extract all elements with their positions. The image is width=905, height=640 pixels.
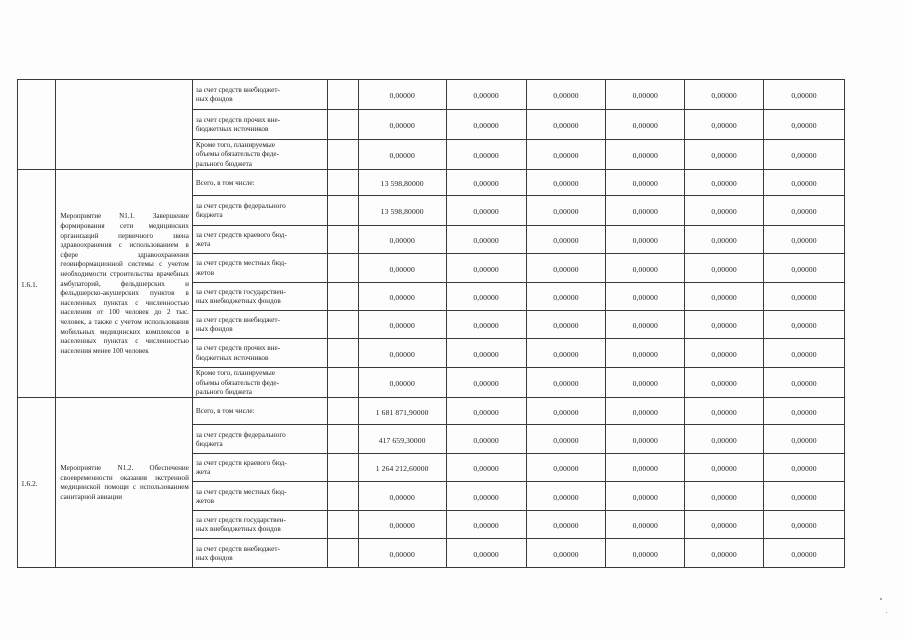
empty-cell (328, 226, 358, 254)
amount-cell: 0,00000 (606, 398, 685, 425)
amount-cell: 417 659,30000 (358, 425, 446, 454)
amount-cell: 0,00000 (685, 454, 764, 482)
amount-cell: 0,00000 (685, 254, 764, 283)
amount-cell: 13 598,80000 (358, 196, 446, 226)
measure-description: Мероприятие N1.1. Завершение формирования сети медицинских организаций первичного звена здравоохранения с использованием в сфере здравоохранения геоинформационной системы с учетом необходимости строительства врачебных амбулаторий, фельдшерских и фельдшерско-акушерских пунктов в населенных пунктах с численностью населения от 100 человек до 2 тыс. человек, а также с учетом использования мобильных медицинских комплексов в населенных пунктах с численностью населения менее 100 человек (56, 170, 192, 398)
funding-source-cell: за счет средств внебюджет- ных фондов (192, 539, 327, 568)
funding-source-cell: за счет средств краевого бюд- жета (192, 454, 327, 482)
amount-cell: 0,00000 (446, 539, 526, 568)
amount-cell: 0,00000 (446, 196, 526, 226)
amount-cell: 0,00000 (358, 283, 446, 311)
amount-cell: 0,00000 (446, 170, 526, 196)
amount-cell: 0,00000 (446, 454, 526, 482)
amount-cell: 0,00000 (446, 398, 526, 425)
funding-source-cell: за счет средств государствен- ных внебюджетных фондов (192, 511, 327, 539)
amount-cell: 0,00000 (606, 454, 685, 482)
amount-cell: 0,00000 (764, 511, 845, 539)
amount-cell: 0,00000 (685, 311, 764, 339)
amount-cell: 0,00000 (526, 196, 606, 226)
amount-cell: 0,00000 (526, 226, 606, 254)
amount-cell: 0,00000 (446, 110, 526, 140)
funding-source-cell: за счет средств местных бюд- жетов (192, 482, 327, 511)
amount-cell: 0,00000 (606, 226, 685, 254)
amount-cell: 0,00000 (606, 539, 685, 568)
empty-cell (328, 511, 358, 539)
empty-cell (328, 482, 358, 511)
amount-cell: 0,00000 (685, 368, 764, 398)
amount-cell: 0,00000 (526, 539, 606, 568)
amount-cell: 0,00000 (446, 511, 526, 539)
amount-cell: 0,00000 (685, 170, 764, 196)
funding-source-cell: за счет средств прочих вне- бюджетных источников (192, 110, 327, 140)
amount-cell: 0,00000 (606, 254, 685, 283)
table-row (18, 398, 845, 425)
funding-source-cell: за счет средств прочих вне- бюджетных источников (192, 339, 327, 368)
amount-cell: 0,00000 (764, 539, 845, 568)
amount-cell: 0,00000 (358, 482, 446, 511)
funding-source-cell: за счет средств федерального бюджета (192, 196, 327, 226)
amount-cell: 0,00000 (764, 283, 845, 311)
measure-number: 1.6.1. (18, 170, 56, 398)
scan-speck (880, 598, 882, 600)
amount-cell: 0,00000 (526, 283, 606, 311)
amount-cell: 0,00000 (526, 110, 606, 140)
amount-cell: 0,00000 (606, 170, 685, 196)
amount-cell: 0,00000 (446, 339, 526, 368)
amount-cell: 0,00000 (685, 283, 764, 311)
amount-cell: 0,00000 (764, 80, 845, 110)
empty-cell (328, 339, 358, 368)
empty-cell (328, 140, 358, 170)
table-row (18, 170, 845, 196)
amount-cell: 0,00000 (764, 254, 845, 283)
empty-cell (328, 283, 358, 311)
scan-speck (886, 612, 887, 613)
funding-source-cell: за счет средств внебюджет- ных фондов (192, 80, 327, 110)
amount-cell: 0,00000 (526, 339, 606, 368)
empty-cell (328, 110, 358, 140)
amount-cell: 0,00000 (764, 170, 845, 196)
amount-cell: 0,00000 (526, 482, 606, 511)
budget-table (17, 79, 845, 568)
amount-cell: 0,00000 (606, 511, 685, 539)
amount-cell: 0,00000 (526, 80, 606, 110)
funding-source-cell: за счет средств краевого бюд- жета (192, 226, 327, 254)
amount-cell: 0,00000 (526, 140, 606, 170)
amount-cell: 0,00000 (764, 339, 845, 368)
amount-cell: 1 681 871,90000 (358, 398, 446, 425)
empty-cell (328, 425, 358, 454)
amount-cell: 0,00000 (685, 482, 764, 511)
table-row (18, 80, 845, 110)
empty-cell (328, 368, 358, 398)
amount-cell: 0,00000 (358, 311, 446, 339)
empty-cell (328, 170, 358, 196)
row-number-cell (18, 80, 56, 170)
amount-cell: 0,00000 (526, 311, 606, 339)
amount-cell: 0,00000 (685, 110, 764, 140)
funding-source-cell: Всего, в том числе: (192, 170, 327, 196)
amount-cell: 0,00000 (685, 140, 764, 170)
amount-cell: 0,00000 (764, 140, 845, 170)
funding-source-cell: Кроме того, планируемые объемы обязательств феде- рального бюджета (192, 140, 327, 170)
amount-cell: 0,00000 (606, 339, 685, 368)
empty-cell (328, 196, 358, 226)
amount-cell: 0,00000 (446, 254, 526, 283)
funding-source-cell: Всего, в том числе: (192, 398, 327, 425)
amount-cell: 0,00000 (606, 140, 685, 170)
budget-table-body (18, 80, 845, 568)
amount-cell: 0,00000 (446, 80, 526, 110)
funding-source-cell: за счет средств местных бюд- жетов (192, 254, 327, 283)
amount-cell: 0,00000 (606, 311, 685, 339)
amount-cell: 0,00000 (526, 398, 606, 425)
amount-cell: 0,00000 (358, 511, 446, 539)
amount-cell: 0,00000 (606, 196, 685, 226)
amount-cell: 0,00000 (685, 425, 764, 454)
funding-source-cell: Кроме того, планируемые объемы обязательств феде- рального бюджета (192, 368, 327, 398)
amount-cell: 0,00000 (764, 454, 845, 482)
amount-cell: 0,00000 (358, 368, 446, 398)
measure-number: 1.6.2. (18, 398, 56, 568)
amount-cell: 0,00000 (446, 482, 526, 511)
measure-description: Мероприятие N1.2. Обеспечение своевременности оказания экстренной медицинской помощи с использованием санитарной авиации (56, 398, 192, 568)
amount-cell: 0,00000 (606, 110, 685, 140)
empty-cell (328, 454, 358, 482)
amount-cell: 0,00000 (764, 425, 845, 454)
amount-cell: 0,00000 (358, 339, 446, 368)
amount-cell: 0,00000 (526, 254, 606, 283)
amount-cell: 0,00000 (764, 482, 845, 511)
amount-cell: 13 598,80000 (358, 170, 446, 196)
amount-cell: 0,00000 (606, 368, 685, 398)
amount-cell: 0,00000 (764, 226, 845, 254)
amount-cell: 0,00000 (764, 110, 845, 140)
amount-cell: 0,00000 (358, 140, 446, 170)
amount-cell: 0,00000 (685, 196, 764, 226)
amount-cell: 0,00000 (526, 368, 606, 398)
amount-cell: 0,00000 (358, 226, 446, 254)
funding-source-cell: за счет средств федерального бюджета (192, 425, 327, 454)
amount-cell: 0,00000 (358, 539, 446, 568)
empty-cell (328, 311, 358, 339)
amount-cell: 0,00000 (446, 368, 526, 398)
amount-cell: 0,00000 (764, 398, 845, 425)
amount-cell: 0,00000 (358, 80, 446, 110)
amount-cell: 0,00000 (764, 311, 845, 339)
amount-cell: 0,00000 (764, 368, 845, 398)
amount-cell: 0,00000 (685, 539, 764, 568)
empty-cell (328, 398, 358, 425)
funding-source-cell: за счет средств государствен- ных внебюджетных фондов (192, 283, 327, 311)
amount-cell: 0,00000 (685, 511, 764, 539)
amount-cell: 0,00000 (606, 425, 685, 454)
amount-cell: 0,00000 (446, 425, 526, 454)
amount-cell: 0,00000 (446, 226, 526, 254)
empty-cell (328, 80, 358, 110)
amount-cell: 0,00000 (526, 511, 606, 539)
amount-cell: 0,00000 (764, 196, 845, 226)
amount-cell: 0,00000 (685, 398, 764, 425)
empty-cell (328, 539, 358, 568)
amount-cell: 0,00000 (526, 454, 606, 482)
amount-cell: 0,00000 (606, 283, 685, 311)
amount-cell: 0,00000 (358, 110, 446, 140)
amount-cell: 0,00000 (446, 283, 526, 311)
measure-description-cell (56, 80, 192, 170)
amount-cell: 0,00000 (606, 80, 685, 110)
empty-cell (328, 254, 358, 283)
amount-cell: 0,00000 (446, 140, 526, 170)
amount-cell: 0,00000 (526, 170, 606, 196)
amount-cell: 0,00000 (526, 425, 606, 454)
amount-cell: 0,00000 (606, 482, 685, 511)
amount-cell: 0,00000 (685, 339, 764, 368)
amount-cell: 0,00000 (685, 226, 764, 254)
amount-cell: 0,00000 (446, 311, 526, 339)
funding-source-cell: за счет средств внебюджет- ных фондов (192, 311, 327, 339)
amount-cell: 0,00000 (685, 80, 764, 110)
amount-cell: 0,00000 (358, 254, 446, 283)
amount-cell: 1 264 212,60000 (358, 454, 446, 482)
